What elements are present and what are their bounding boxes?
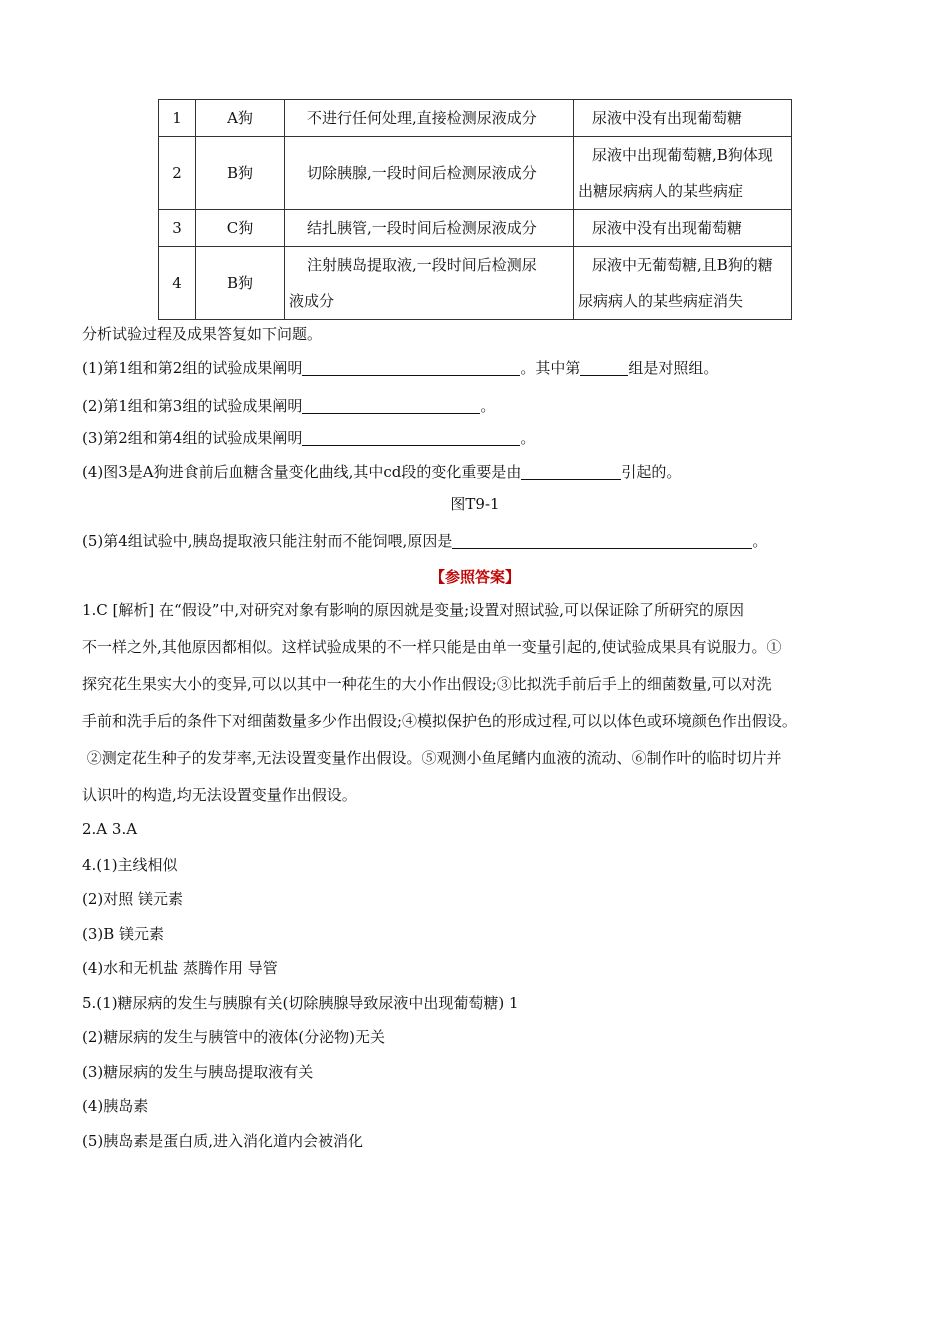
table-row (159, 210, 792, 247)
question-text: (5)第4组试验中,胰岛提取液只能注射而不能饲喂,原因是 (82, 532, 453, 550)
treatment-cell (285, 247, 574, 320)
question-text: 。 (752, 532, 768, 550)
treatment-line: 注射胰岛提取液,一段时间后检测尿 (307, 256, 537, 274)
question-5 (82, 530, 767, 551)
explanation-line: 不一样之外,其他原因都相似。这样试验成果的不一样只能是由单一变量引起的,使试验成果具有说服力。① (82, 638, 782, 656)
treatment-cell: 切除胰腺,一段时间后检测尿液成分 (285, 137, 574, 210)
question-4 (82, 461, 681, 482)
answer-5-3: (3)糖尿病的发生与胰岛提取液有关 (82, 1063, 314, 1081)
answer-blank[interactable] (302, 429, 520, 446)
explanation-line: 手前和洗手后的条件下对细菌数量多少作出假设;④模拟保护色的形成过程,可以以体色或环境颜色作出假设。 (82, 712, 797, 730)
question-text: (3)第2组和第4组的试验成果阐明 (82, 429, 303, 447)
explanation-line: 1.C [解析] 在“假设”中,对研究对象有影响的原因就是变量;设置对照试验,可以保证除了所研究的原因 (82, 601, 744, 619)
question-2 (82, 395, 495, 416)
question-text: 。 (520, 429, 536, 447)
answer-blank[interactable] (302, 359, 520, 376)
table-row (159, 137, 792, 210)
answer-4-2: (2)对照 镁元素 (82, 890, 184, 908)
answer-4-4: (4)水和无机盐 蒸腾作用 导管 (82, 959, 278, 977)
question-text: 。其中第 (520, 359, 581, 377)
result-line: 尿液中无葡萄糖,且B狗的糖 (592, 256, 773, 274)
result-cell: 尿液中没有出现葡萄糖 (574, 100, 792, 137)
result-line: 尿液中出现葡萄糖,B狗体现 (592, 146, 773, 164)
result-cell (574, 247, 792, 320)
result-cell (574, 137, 792, 210)
explanation-line: 认识叶的构造,均无法设置变量作出假设。 (82, 786, 357, 804)
group-number: 3 (159, 210, 196, 247)
question-text: 组是对照组。 (628, 359, 719, 377)
answer-blank[interactable] (521, 463, 621, 480)
question-text: 引起的。 (621, 463, 682, 481)
question-1 (82, 357, 718, 378)
answer-2-3: 2.A 3.A (82, 820, 138, 838)
group-number: 2 (159, 137, 196, 210)
answer-5-2: (2)糖尿病的发生与胰管中的液体(分泌物)无关 (82, 1028, 385, 1046)
question-text: (4)图3是A狗进食前后血糖含量变化曲线,其中cd段的变化重要是由 (82, 463, 522, 481)
experiment-table (158, 99, 792, 320)
question-text: 。 (480, 397, 496, 415)
answer-blank[interactable] (580, 359, 628, 376)
group-number: 1 (159, 100, 196, 137)
intro-text: 分析试验过程及成果答复如下问题。 (82, 325, 323, 343)
answer-5-1: 5.(1)糖尿病的发生与胰腺有关(切除胰腺导致尿液中出现葡萄糖) 1 (82, 994, 519, 1012)
answer-blank[interactable] (302, 397, 480, 414)
question-text: (2)第1组和第3组的试验成果阐明 (82, 397, 303, 415)
dog-label: B狗 (196, 247, 285, 320)
table-row (159, 247, 792, 320)
treatment-cell: 结扎胰管,一段时间后检测尿液成分 (285, 210, 574, 247)
treatment-line: 液成分 (289, 292, 335, 310)
answer-5-5: (5)胰岛素是蛋白质,进入消化道内会被消化 (82, 1132, 364, 1150)
question-text: (1)第1组和第2组的试验成果阐明 (82, 359, 303, 377)
group-number: 4 (159, 247, 196, 320)
dog-label: C狗 (196, 210, 285, 247)
dog-label: A狗 (196, 100, 285, 137)
answer-4-1: 4.(1)主线相似 (82, 856, 178, 874)
answer-heading: 【参照答案】 (429, 568, 520, 586)
explanation-line: 探究花生果实大小的变异,可以以其中一种花生的大小作出假设;③比拟洗手前后手上的细菌数量,可以对洗 (82, 675, 772, 693)
explanation-line: ②测定花生种子的发芽率,无法设置变量作出假设。⑤观测小鱼尾鳍内血液的流动、⑥制作叶的临时切片并 (82, 749, 782, 767)
answer-blank[interactable] (452, 532, 752, 549)
question-3 (82, 427, 535, 448)
result-cell: 尿液中没有出现葡萄糖 (574, 210, 792, 247)
result-line: 出糖尿病病人的某些病症 (578, 182, 744, 200)
answer-1-explanation (82, 592, 882, 814)
answer-5-4: (4)胰岛素 (82, 1097, 149, 1115)
result-line: 尿病病人的某些病症消失 (578, 292, 744, 310)
figure-caption: 图T9-1 (450, 495, 500, 513)
treatment-cell: 不进行任何处理,直接检测尿液成分 (285, 100, 574, 137)
table-row (159, 100, 792, 137)
answer-4-3: (3)B 镁元素 (82, 925, 165, 943)
dog-label: B狗 (196, 137, 285, 210)
